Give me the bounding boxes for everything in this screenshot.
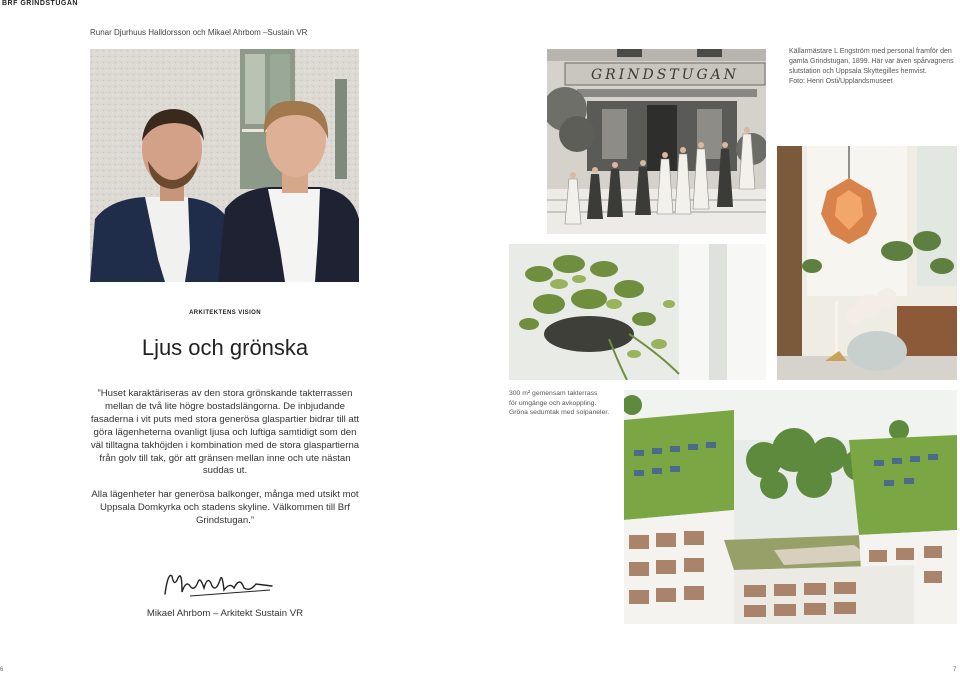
terrace-caption-line-1: 300 m² gemensam takterrass: [509, 390, 598, 397]
terrace-caption-line-2: för umgänge och avkoppling.: [509, 399, 597, 407]
quote-paragraph-1: ”Huset karaktäriseras av den stora grönskande takterrassen mellan de två lite högre bostadslängorna. De inbjudande fasaderna i vit puts med stora generösa glaspartier bidrar till att göra lägenheterna ovanligt ljusa och luftiga samtidigt som den väl tilltagna takhöjden i kombination med de stora glaspartierna från golv till tak, gör att gränsen mellan inne och ute nästan suddas ut.: [90, 388, 360, 477]
historic-caption-line-2: gamla Grindstugan, 1899. Här var även spårvagnens: [789, 58, 954, 65]
quote-paragraph-2: Alla lägenheter har generösa balkonger, många med utsikt mot Uppsala Domkyrka och stadens skyline. Välkommen till Brf Grindstugan.”: [91, 489, 359, 527]
historic-photo-caption: [789, 47, 959, 87]
historic-caption-line-1: Källarmästare L Engström med personal framför den: [789, 48, 952, 55]
terrace-caption-line-3: Gröna sedumtak med solpaneler.: [509, 409, 610, 416]
terrace-caption: [509, 389, 621, 418]
pendant-lamp-photo: [777, 146, 957, 380]
grindstugan-sign-text: GRINDSTUGAN: [590, 67, 740, 83]
section-title: Ljus och grönska: [141, 335, 309, 360]
plant-photo: [509, 244, 766, 380]
rooftop-terrace-render: [624, 390, 957, 624]
page-number-right: 7: [953, 667, 957, 673]
architects-portrait-photo: [90, 49, 359, 282]
publication-label: BRF GRINDSTUGAN: [2, 0, 78, 7]
portrait-caption: Runar Djurhuus Halldorsson och Mikael Ahrbom –Sustain VR: [90, 28, 308, 37]
historic-grindstugan-photo: [547, 49, 766, 234]
architect-quote: [90, 388, 360, 539]
handwritten-signature: [160, 566, 280, 607]
historic-caption-line-4: Foto: Henri Osti/Upplandsmuseet: [789, 78, 893, 85]
signature-name: Mikael Ahrbom – Arkitekt Sustain VR: [146, 608, 304, 619]
section-kicker: ARKITEKTENS VISION: [189, 310, 261, 316]
historic-caption-line-3: slutstation och Uppsala Skyttegilles hemvist.: [789, 68, 927, 75]
page-number-left: 6: [0, 667, 4, 673]
